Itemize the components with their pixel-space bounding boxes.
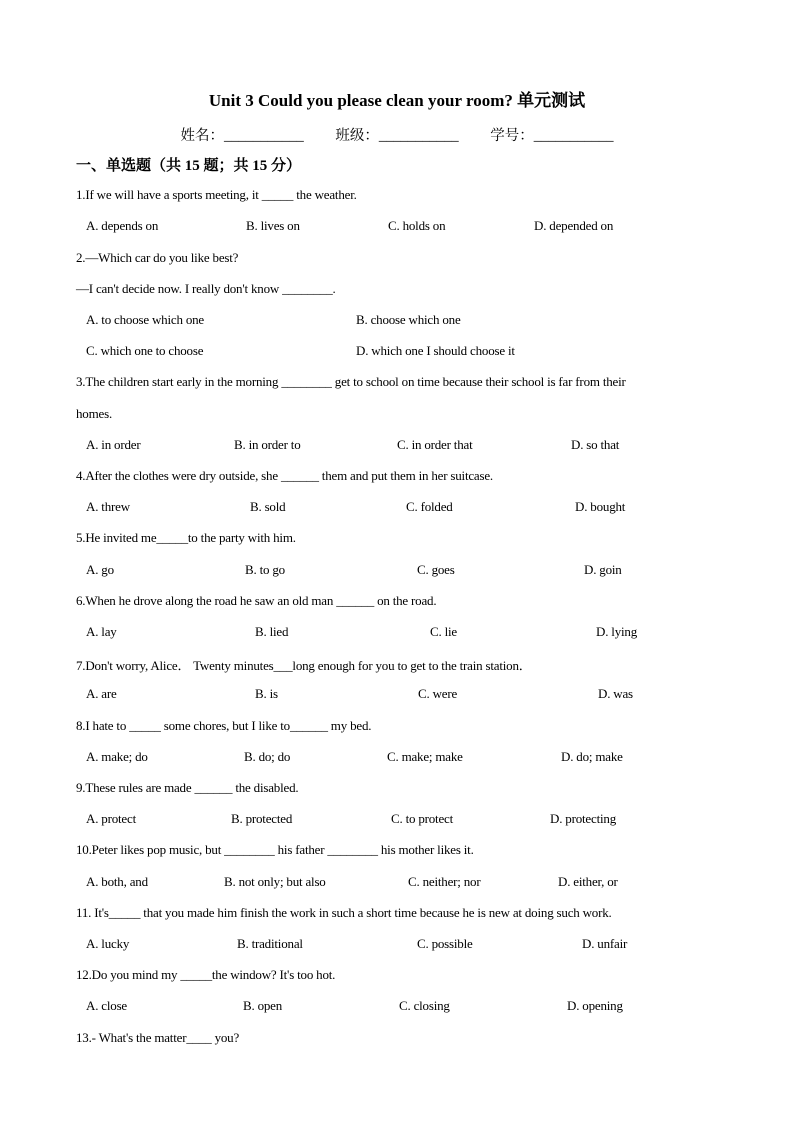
question-9: 9.These rules are made ______ the disabled. xyxy=(76,780,299,795)
q3-option-d[interactable]: D. so that xyxy=(571,437,620,452)
q11-option-a[interactable]: A. lucky xyxy=(86,936,130,951)
q7-option-c[interactable]: C. were xyxy=(418,686,458,701)
q10-option-c[interactable]: C. neither; nor xyxy=(408,874,481,889)
q9-option-d[interactable]: D. protecting xyxy=(550,811,616,826)
q7-option-a[interactable]: A. are xyxy=(86,686,117,701)
q10-option-a[interactable]: A. both, and xyxy=(86,874,148,889)
q6-option-a[interactable]: A. lay xyxy=(86,624,117,639)
question-3: 3.The children start early in the morning ________ get to school on time because their school is far from their xyxy=(76,374,626,389)
q5-option-d[interactable]: D. goin xyxy=(584,562,622,577)
q6-option-d[interactable]: D. lying xyxy=(596,624,638,639)
q5-option-b[interactable]: B. to go xyxy=(245,562,285,577)
question-2: 2.—Which car do you like best? xyxy=(76,250,239,265)
question-13: 13.- What's the matter____ you? xyxy=(76,1030,240,1045)
q3-option-c[interactable]: C. in order that xyxy=(397,437,473,452)
page-title: Unit 3 Could you please clean your room? 单元测试 xyxy=(208,91,586,110)
question-7: 7.Don't worry, Alice． Twenty minutes___long enough for you to get to the train station． xyxy=(76,658,532,673)
question-3-line2: homes. xyxy=(76,406,112,421)
q2-option-a[interactable]: A. to choose which one xyxy=(86,312,204,327)
question-2-line2: —I can't decide now. I really don't know ________. xyxy=(76,281,336,296)
student-info xyxy=(0,124,794,145)
question-8: 8.I hate to _____ some chores, but I like to______ my bed. xyxy=(76,718,372,733)
q8-option-c[interactable]: C. make; make xyxy=(387,749,463,764)
q9-option-b[interactable]: B. protected xyxy=(231,811,293,826)
class-field[interactable]: 班级：___________ xyxy=(335,128,459,144)
question-6: 6.When he drove along the road he saw an old man ______ on the road. xyxy=(76,593,437,608)
q11-option-b[interactable]: B. traditional xyxy=(237,936,303,951)
q4-option-b[interactable]: B. sold xyxy=(250,499,286,514)
q3-option-b[interactable]: B. in order to xyxy=(234,437,301,452)
q5-option-c[interactable]: C. goes xyxy=(417,562,455,577)
q8-option-d[interactable]: D. do; make xyxy=(561,749,623,764)
number-field[interactable]: 学号：___________ xyxy=(490,128,614,144)
q2-option-d[interactable]: D. which one I should choose it xyxy=(356,343,515,358)
q4-option-c[interactable]: C. folded xyxy=(406,499,453,514)
q3-option-a[interactable]: A. in order xyxy=(86,437,141,452)
question-10: 10.Peter likes pop music, but ________ his father ________ his mother likes it. xyxy=(76,842,474,857)
q6-option-c[interactable]: C. lie xyxy=(430,624,457,639)
name-field[interactable]: 姓名：___________ xyxy=(180,128,304,144)
q9-option-c[interactable]: C. to protect xyxy=(391,811,454,826)
q2-option-c[interactable]: C. which one to choose xyxy=(86,343,204,358)
q4-option-d[interactable]: D. bought xyxy=(575,499,626,514)
q11-option-c[interactable]: C. possible xyxy=(417,936,473,951)
question-4: 4.After the clothes were dry outside, she ______ them and put them in her suitcase. xyxy=(76,468,493,483)
q6-option-b[interactable]: B. lied xyxy=(255,624,289,639)
question-11: 11. It's_____ that you made him finish the work in such a short time because he is new at doing such work. xyxy=(76,905,612,920)
q7-option-d[interactable]: D. was xyxy=(598,686,633,701)
q10-option-b[interactable]: B. not only; but also xyxy=(224,874,326,889)
q12-option-a[interactable]: A. close xyxy=(86,998,127,1013)
q12-option-b[interactable]: B. open xyxy=(243,998,283,1013)
question-5: 5.He invited me_____to the party with him. xyxy=(76,530,296,545)
q12-option-d[interactable]: D. opening xyxy=(567,998,623,1013)
question-12: 12.Do you mind my _____the window? It's too hot. xyxy=(76,967,336,982)
q4-option-a[interactable]: A. threw xyxy=(86,499,130,514)
q12-option-c[interactable]: C. closing xyxy=(399,998,450,1013)
q8-option-b[interactable]: B. do; do xyxy=(244,749,291,764)
q9-option-a[interactable]: A. protect xyxy=(86,811,136,826)
question-1: 1.If we will have a sports meeting, it _____ the weather. xyxy=(76,187,357,202)
q10-option-d[interactable]: D. either, or xyxy=(558,874,618,889)
q11-option-d[interactable]: D. unfair xyxy=(582,936,628,951)
q7-option-b[interactable]: B. is xyxy=(255,686,278,701)
q5-option-a[interactable]: A. go xyxy=(86,562,114,577)
q8-option-a[interactable]: A. make; do xyxy=(86,749,148,764)
q1-option-b[interactable]: B. lives on xyxy=(246,218,300,233)
section-heading: 一、单选题（共 15 题；共 15 分） xyxy=(76,158,302,174)
q1-option-c[interactable]: C. holds on xyxy=(388,218,446,233)
q2-option-b[interactable]: B. choose which one xyxy=(356,312,461,327)
q1-option-a[interactable]: A. depends on xyxy=(86,218,159,233)
q1-option-d[interactable]: D. depended on xyxy=(534,218,614,233)
